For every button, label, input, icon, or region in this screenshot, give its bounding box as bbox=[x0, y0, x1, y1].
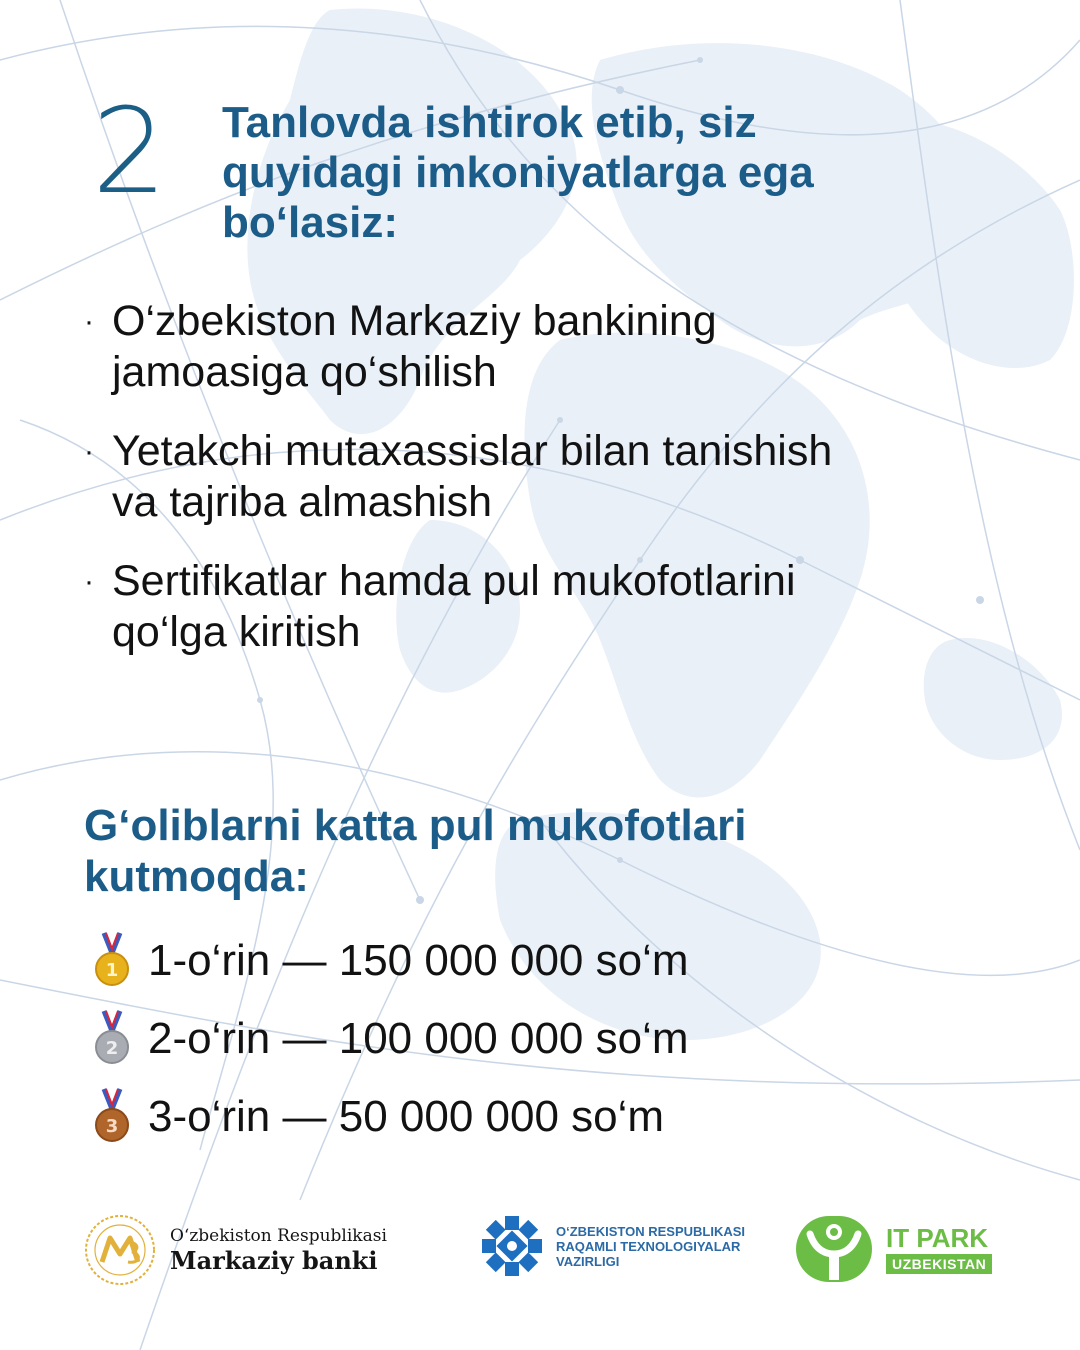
it-park-text bbox=[886, 1224, 992, 1274]
prize-item bbox=[88, 1000, 988, 1078]
medal-number: 1 bbox=[105, 960, 119, 981]
ministry-emblem-icon bbox=[478, 1212, 546, 1280]
ministry-text bbox=[556, 1224, 746, 1269]
list-item bbox=[84, 426, 984, 528]
it-park-logo bbox=[794, 1212, 992, 1286]
prize-text: 3-o‘rin — 50 000 000 so‘m bbox=[148, 1092, 665, 1141]
central-bank-line: O‘zbekiston Respublikasi bbox=[170, 1226, 387, 1246]
list-item bbox=[84, 556, 984, 658]
central-bank-emblem-icon bbox=[82, 1212, 158, 1288]
footer-logos bbox=[0, 1212, 1080, 1312]
title-line: bo‘lasiz: bbox=[222, 198, 399, 247]
bullet: · bbox=[84, 305, 94, 338]
ministry-line: O‘ZBEKISTON RESPUBLIKASI bbox=[556, 1223, 746, 1239]
prize-heading-line: G‘oliblarni katta pul mukofotlari bbox=[84, 801, 747, 850]
ministry-line: RAQAMLI TEXNOLOGIYALAR bbox=[556, 1238, 741, 1254]
gold-medal-icon bbox=[88, 931, 136, 991]
ministry-line: VAZIRLIGI bbox=[556, 1253, 620, 1269]
benefits-list bbox=[84, 296, 984, 686]
it-park-country: UZBEKISTAN bbox=[886, 1254, 992, 1274]
prize-list bbox=[88, 922, 988, 1156]
page-title bbox=[222, 98, 962, 248]
prize-item bbox=[88, 1078, 988, 1156]
bronze-medal-icon bbox=[88, 1087, 136, 1147]
medal-number: 3 bbox=[105, 1116, 119, 1137]
ministry-logo bbox=[478, 1212, 746, 1280]
prize-text: 2-o‘rin — 100 000 000 so‘m bbox=[148, 1014, 689, 1063]
step-number: 2 bbox=[92, 82, 168, 220]
benefit-line: Yetakchi mutaxassislar bilan tanishish bbox=[112, 427, 833, 475]
prize-heading-line: kutmoqda: bbox=[84, 852, 309, 901]
bullet: · bbox=[84, 565, 94, 598]
benefit-line: jamoasiga qo‘shilish bbox=[112, 348, 497, 396]
prize-heading bbox=[84, 800, 984, 902]
bullet: · bbox=[84, 435, 94, 468]
title-line: quyidagi imkoniyatlarga ega bbox=[222, 148, 814, 197]
benefit-line: Sertifikatlar hamda pul mukofotlarini bbox=[112, 557, 796, 605]
silver-medal-icon bbox=[88, 1009, 136, 1069]
prize-item bbox=[88, 922, 988, 1000]
title-line: Tanlovda ishtirok etib, siz bbox=[222, 98, 757, 147]
central-bank-name: Markaziy banki bbox=[170, 1246, 378, 1275]
prize-text: 1-o‘rin — 150 000 000 so‘m bbox=[148, 936, 689, 985]
central-bank-text bbox=[170, 1225, 387, 1275]
benefit-line: qo‘lga kiritish bbox=[112, 608, 361, 656]
central-bank-logo bbox=[82, 1212, 387, 1288]
benefit-line: O‘zbekiston Markaziy bankining bbox=[112, 297, 717, 345]
it-park-name: IT PARK bbox=[886, 1223, 989, 1253]
medal-number: 2 bbox=[105, 1038, 119, 1059]
it-park-emblem-icon bbox=[794, 1212, 874, 1286]
benefit-line: va tajriba almashish bbox=[112, 478, 493, 526]
list-item bbox=[84, 296, 984, 398]
